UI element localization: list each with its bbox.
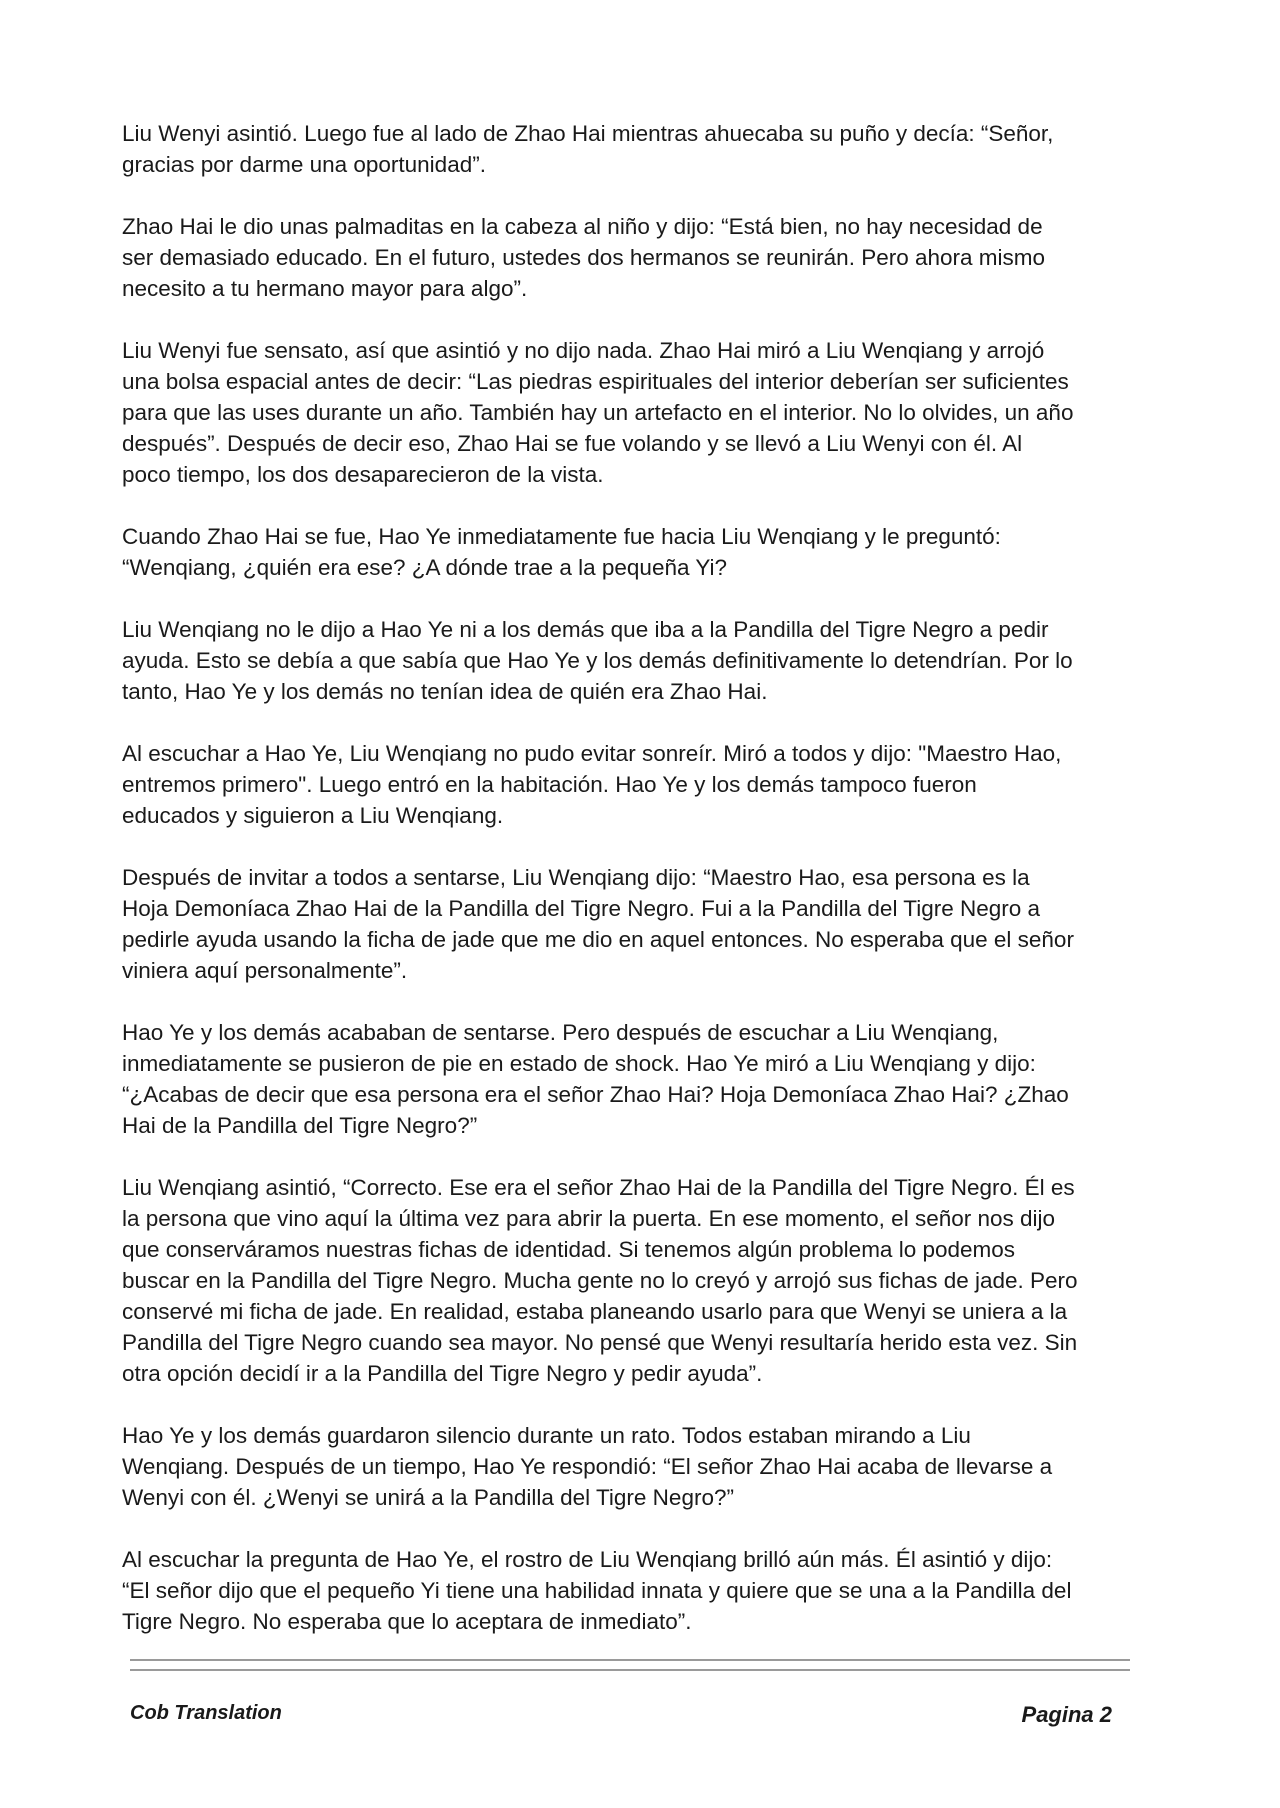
- paragraph: Hao Ye y los demás acababan de sentarse. Pero después de escuchar a Liu Wenqiang, inmediatamente se pusieron de pie en estado de shock. Hao Ye miró a Liu Wenqiang y dijo: “¿Acabas de decir que esa persona era el señor Zhao Hai? Hoja Demoníaca Zhao Hai? ¿Zhao Hai de la Pandilla del Tigre Negro?”: [122, 1020, 1069, 1138]
- paragraph: Liu Wenyi asintió. Luego fue al lado de Zhao Hai mientras ahuecaba su puño y decía: “Señor, gracias por darme una oportunidad”.: [122, 121, 1054, 177]
- footer-divider-bottom: [130, 1669, 1130, 1671]
- paragraph: Al escuchar a Hao Ye, Liu Wenqiang no pudo evitar sonreír. Miró a todos y dijo: "Maestro Hao, entremos primero". Luego entró en la habitación. Hao Ye y los demás tampoco fueron educados y siguieron a Liu Wenqiang.: [122, 741, 1062, 828]
- paragraph: Cuando Zhao Hai se fue, Hao Ye inmediatamente fue hacia Liu Wenqiang y le preguntó: “Wenqiang, ¿quién era ese? ¿A dónde trae a la pequeña Yi?: [122, 524, 1001, 580]
- footer-divider-top: [130, 1659, 1130, 1661]
- footer-translator-credit: Cob Translation: [130, 1702, 282, 1724]
- body-text: [122, 118, 1132, 1668]
- paragraph: Después de invitar a todos a sentarse, Liu Wenqiang dijo: “Maestro Hao, esa persona es la Hoja Demoníaca Zhao Hai de la Pandilla del Tigre Negro. Fui a la Pandilla del Tigre Negro a pedirle ayuda usando la ficha de jade que me dio en aquel entonces. No esperaba que el señor viniera aquí personalmente”.: [122, 865, 1074, 983]
- paragraph: Liu Wenqiang asintió, “Correcto. Ese era el señor Zhao Hai de la Pandilla del Tigre Negro. Él es la persona que vino aquí la última vez para abrir la puerta. En ese momento, el señor nos dijo que conserváramos nuestras fichas de identidad. Si tenemos algún problema lo podemos buscar en la Pandilla del Tigre Negro. Mucha gente no lo creyó y arrojó sus fichas de jade. Pero conservé mi ficha de jade. En realidad, estaba planeando usarlo para que Wenyi se uniera a la Pandilla del Tigre Negro cuando sea mayor. No pensé que Wenyi resultaría herido esta vez. Sin otra opción decidí ir a la Pandilla del Tigre Negro y pedir ayuda”.: [122, 1175, 1078, 1386]
- paragraph: Liu Wenqiang no le dijo a Hao Ye ni a los demás que iba a la Pandilla del Tigre Negro a pedir ayuda. Esto se debía a que sabía que Hao Ye y los demás definitivamente lo detendrían. Por lo tanto, Hao Ye y los demás no tenían idea de quién era Zhao Hai.: [122, 617, 1073, 704]
- paragraph: Zhao Hai le dio unas palmaditas en la cabeza al niño y dijo: “Está bien, no hay necesidad de ser demasiado educado. En el futuro, ustedes dos hermanos se reunirán. Pero ahora mismo necesito a tu hermano mayor para algo”.: [122, 214, 1046, 301]
- paragraph: Hao Ye y los demás guardaron silencio durante un rato. Todos estaban mirando a Liu Wenqiang. Después de un tiempo, Hao Ye respondió: “El señor Zhao Hai acaba de llevarse a Wenyi con él. ¿Wenyi se unirá a la Pandilla del Tigre Negro?”: [122, 1423, 1053, 1510]
- footer-page-number: Pagina 2: [1021, 1702, 1112, 1727]
- paragraph: Liu Wenyi fue sensato, así que asintió y no dijo nada. Zhao Hai miró a Liu Wenqiang y arrojó una bolsa espacial antes de decir: “Las piedras espirituales del interior deberían ser suficientes para que las uses durante un año. También hay un artefacto en el interior. No lo olvides, un año después”. Después de decir eso, Zhao Hai se fue volando y se llevó a Liu Wenyi con él. Al poco tiempo, los dos desaparecieron de la vista.: [122, 338, 1074, 487]
- paragraph: Al escuchar la pregunta de Hao Ye, el rostro de Liu Wenqiang brilló aún más. Él asintió y dijo: “El señor dijo que el pequeño Yi tiene una habilidad innata y quiere que se una a la Pandilla del Tigre Negro. No esperaba que lo aceptara de inmediato”.: [122, 1547, 1072, 1634]
